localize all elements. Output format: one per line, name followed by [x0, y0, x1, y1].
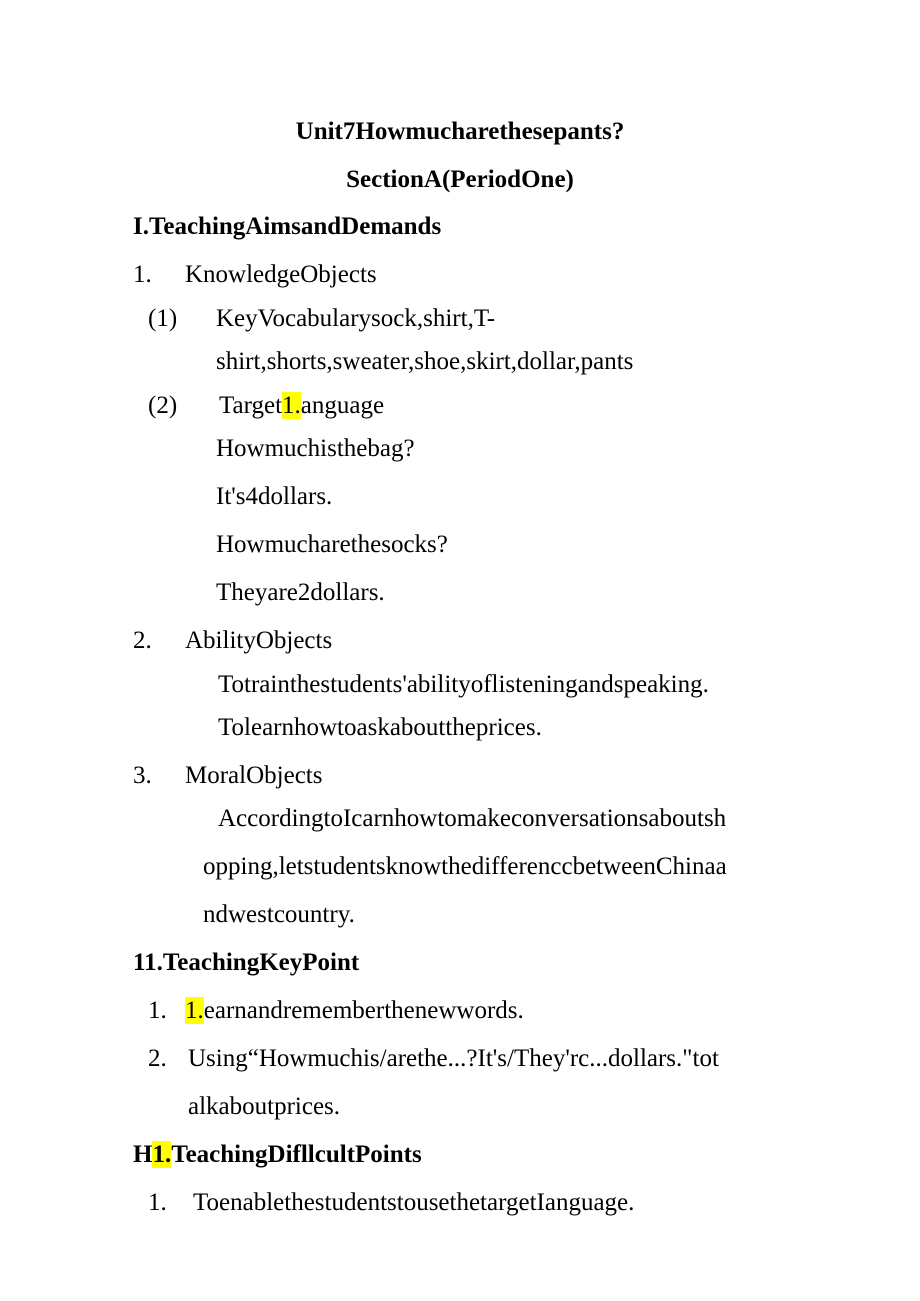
key-point-line — [185, 996, 524, 1026]
body-line: AccordingtoIcarnhowtomakeconversationsaboutsh — [218, 805, 727, 832]
list-number: 2. — [133, 627, 152, 654]
section-heading-difficult-points — [133, 1140, 422, 1170]
document-subtitle: SectionA(PeriodOne) — [346, 166, 574, 193]
label-suffix: anguage — [300, 392, 385, 419]
vocabulary-line: KeyVocabularysock,shirt,T- — [216, 305, 496, 332]
key-point-line: Using“Howmuchis/arethe...?It's/They'rc...dollars."tot — [188, 1045, 719, 1072]
key-point-text: earnandrememberthenewwords. — [203, 997, 524, 1024]
body-line: Totrainthestudents'abilityoflisteningandspeaking. — [218, 671, 709, 698]
highlighted-text: 1. — [185, 997, 204, 1024]
section-heading-key-point: 11.TeachingKeyPoint — [133, 949, 360, 976]
target-language-label — [219, 391, 384, 421]
list-number: 3. — [133, 762, 152, 789]
item-label-ability: AbilityObjects — [185, 627, 333, 654]
list-number: 2. — [148, 1045, 167, 1072]
body-line: Tolearnhowtoaskabouttheprices. — [218, 714, 542, 741]
body-line: ndwestcountry. — [203, 901, 355, 928]
example-sentence: Theyare2dollars. — [216, 579, 385, 606]
vocabulary-line: shirt,shorts,sweater,shoe,skirt,dollar,pants — [216, 348, 634, 375]
label-prefix: Target — [219, 392, 283, 419]
heading-prefix: H — [133, 1141, 153, 1168]
sublist-number: (2) — [148, 392, 178, 419]
key-point-line: alkaboutprices. — [188, 1093, 341, 1120]
example-sentence: Howmucharethesocks? — [216, 531, 448, 558]
list-number: 1. — [148, 1189, 167, 1216]
document-title: Unit7Howmucharethesepants? — [295, 118, 625, 145]
highlighted-text: 1. — [152, 1141, 172, 1168]
heading-suffix: TeachingDifllcultPoints — [171, 1141, 422, 1168]
item-label-knowledge: KnowledgeObjects — [185, 261, 377, 288]
list-number: 1. — [133, 261, 152, 288]
body-line: opping,letstudentsknowthedifferenccbetweenChinaa — [203, 853, 727, 880]
list-number: 1. — [148, 997, 167, 1024]
sublist-number: (1) — [148, 305, 178, 332]
difficult-point-line: ToenablethestudentstousethetargetIanguage. — [193, 1189, 635, 1216]
section-heading-aims: I.TeachingAimsandDemands — [133, 213, 442, 240]
highlighted-text: 1. — [282, 392, 301, 419]
example-sentence: Howmuchisthebag? — [216, 435, 415, 462]
example-sentence: It's4dollars. — [216, 483, 333, 510]
item-label-moral: MoralObjects — [185, 762, 323, 789]
